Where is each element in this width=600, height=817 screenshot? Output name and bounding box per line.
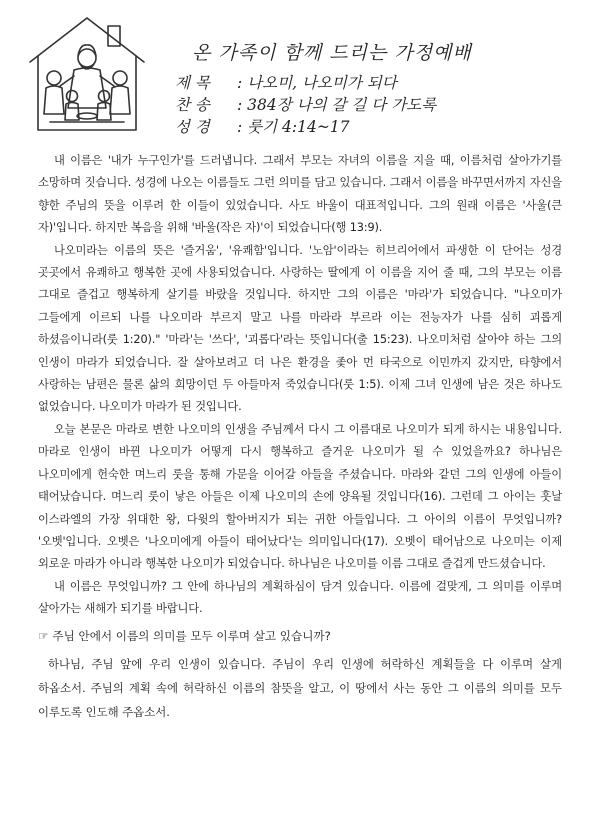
family-worship-illustration	[22, 12, 152, 136]
title-value: : 나오미, 나오미가 되다	[237, 74, 397, 92]
reflection-question	[38, 624, 562, 648]
scripture-value: : 룻기 4:14~17	[237, 118, 350, 136]
hymn-row	[175, 94, 436, 116]
sermon-body	[38, 150, 562, 724]
title-row	[175, 72, 436, 94]
hymn-value: : 384장 나의 갈 길 다 가도록	[237, 96, 437, 114]
paragraph-4: 내 이름은 무엇입니까? 그 안에 하나님의 계획하심이 담겨 있습니다. 이름에 걸맞게, 그 의미를 이루며 살아가는 새해가 되기를 바랍니다.	[38, 579, 562, 616]
pointing-hand-icon: ☞	[38, 628, 49, 643]
title-label: 제 목	[175, 74, 210, 92]
scripture-label: 성 경	[175, 118, 210, 136]
paragraph-1: 내 이름은 '내가 누구인가'를 드러냅니다. 그래서 부모는 자녀의 이름을 지을 때, 이름처럼 살아가기를 소망하며 짓습니다. 성경에 나오는 이름들도 그런 의미를 담고 있습니다. 그래서 이름을 바꾸면서까지 자신을 향한 주님의 뜻을 이루려 한 이들이 있었습니다. 사도 바울이 대표적입니다. 그의 원래 이름은 '사울(큰 자)'입니다. 하지만 복음을 위해 '바울(작은 자)'이 되었습니다(행 13:9).	[38, 154, 562, 235]
question-text: 주님 안에서 이름의 의미를 모두 이루며 살고 있습니까?	[52, 628, 331, 643]
hymn-label: 찬 송	[175, 96, 210, 114]
closing-prayer: 하나님, 주님 앞에 우리 인생이 있습니다. 주님이 우리 인생에 허락하신 계획들을 다 이루며 살게 하옵소서. 주님의 계획 속에 허락하신 이름의 참뜻을 알고, 이 땅에서 사는 동안 그 이름의 의미를 모두 이루도록 인도해 주옵소서.	[38, 656, 562, 719]
page-title: 온 가족이 함께 드리는 가정예배	[192, 42, 472, 64]
worship-info	[175, 72, 436, 138]
paragraph-2: 나오미라는 이름의 뜻은 '즐거움', '유쾌함'입니다. '노암'이라는 히브리어에서 파생한 이 단어는 성경 곳곳에서 유쾌하고 행복한 곳에 사용되었습니다. 사랑하는 딸에게 이 이름을 지어 줄 때, 그의 부모는 이름 그대로 즐겁고 행복하게 살기를 바랐을 것입니다. 하지만 그의 이름은 '마라'가 되었습니다. "나오미가 그들에게 이르되 나를 나오미라 부르지 말고 나를 마라라 부르라 이는 전능자가 나를 심히 괴롭게 하셨음이니라(룻 1:20)." '마라'는 '쓰다', '괴롭다'라는 뜻입니다(출 15:23). 나오미처럼 살아야 하는 그의 인생이 마라가 되었습니다. 잘 살아보려고 더 나은 환경을 좇아 먼 타국으로 이민까지 갔지만, 타향에서 사랑하는 남편은 물론 삶의 희망이던 두 아들마저 죽었습니다(룻 1:5). 이제 그녀 인생에 남은 것은 하나도 없었습니다. 나오미가 마라가 된 것입니다.	[38, 243, 562, 414]
scripture-row	[175, 116, 436, 138]
paragraph-3: 오늘 본문은 마라로 변한 나오미의 인생을 주님께서 다시 그 이름대로 나오미가 되게 하시는 내용입니다. 마라로 인생이 바뀐 나오미가 어떻게 다시 행복하고 즐거운 나오미가 될 수 있었을까요? 하나님은 나오미에게 헌숙한 며느리 룻을 통해 가문을 이어갈 아들을 주셨습니다. 마라와 같던 그의 인생에 아들이 태어났습니다. 며느리 룻이 낳은 아들은 이제 나오미의 손에 양육될 것입니다(16). 그런데 그 아이는 훗날 이스라엘의 가장 위대한 왕, 다윗의 할아버지가 되는 귀한 아들입니다. 그 아이의 이름이 무엇입니까? '오벳'입니다. 오벳은 '나오미에게 아들이 태어났다'는 의미입니다(17). 오벳이 태어남으로 나오미는 이제 외로운 마라가 아니라 행복한 나오미가 되었습니다. 하나님은 나오미를 이름 그대로 즐겁게 만드셨습니다.	[38, 422, 562, 571]
header	[22, 8, 582, 146]
